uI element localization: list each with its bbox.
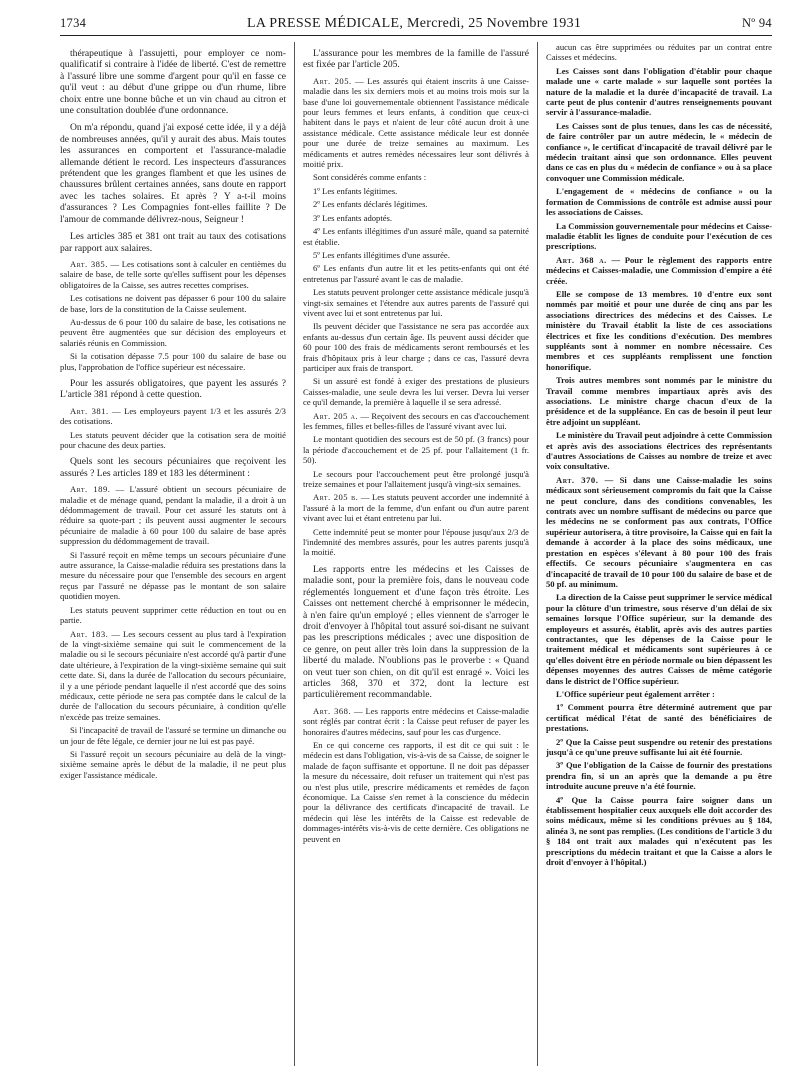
paragraph <box>546 255 772 286</box>
paragraph <box>546 121 772 183</box>
paragraph-text: L'Office supérieur peut également arrêter : <box>556 688 715 699</box>
paragraph <box>303 411 529 432</box>
article-reference: Art. 183. <box>70 628 109 639</box>
article-reference: Art. 368 a. <box>556 254 607 265</box>
paragraph <box>60 725 286 746</box>
paragraph <box>60 293 286 314</box>
paragraph-text: Si un assuré est fondé à exiger des prestations de plusieurs Caisses-maladie, une seule devra les lui verser. Devra lui verser ce qu'il demande, la première à laquelle il se sera adressé. <box>303 376 529 408</box>
paragraph <box>60 605 286 626</box>
paragraph <box>60 406 286 427</box>
paragraph-text: 5º Les enfants illégitimes d'une assurée. <box>313 249 450 260</box>
paragraph <box>303 564 529 701</box>
paragraph <box>303 706 529 737</box>
paragraph <box>60 629 286 723</box>
paragraph <box>303 199 529 209</box>
paragraph-text: Les statuts peuvent supprimer cette réduction en tout ou en partie. <box>60 604 286 626</box>
paragraph-text: — Les statuts peuvent accorder une indemnité à l'assuré à la mort de la femme, d'un enfant ou d'un autre parent vivant avec lui et étant entretenu par lui. <box>303 492 529 524</box>
paragraph <box>303 376 529 407</box>
paragraph-text: aucun cas être supprimées ou réduites par un contrat entre Caisses et médecins. <box>546 42 772 63</box>
paragraph <box>60 378 286 401</box>
paragraph <box>303 172 529 182</box>
paragraph <box>546 689 772 699</box>
paragraph <box>303 287 529 318</box>
paragraph-text: Trois autres membres sont nommés par le ministre du Travail comme membres impartiaux après avis des associations. Le ministre charge chacun d'eux de la présidence et de la suppléance. En cas de besoin il peut leur être adjoint un suppléant. <box>546 375 772 427</box>
paragraph <box>546 475 772 589</box>
paragraph <box>546 795 772 868</box>
paragraph-text: — Les secours cessent au plus tard à l'expiration de la vingt-sixième semaine qui suit le commencement de la maladie ou si le secours pécuniaire n'est accordé qu'à partir d'une date ultérieure, à l'expiration de la vingt-sixième semaine qui suit cette date. Si, dans la durée de l'allocation du secours pécuniaire, il y a une période pendant laquelle il n'est accordé que des soins médicaux, cette période ne sera pas comptée dans le calcul de la durée de l'allocation du secours pécuniaire, à condition qu'elle n'excède pas treize semaines. <box>60 628 286 722</box>
paragraph <box>546 221 772 252</box>
paragraph-text: Au-dessus de 6 pour 100 du salaire de base, les cotisations ne peuvent être augmentées que sur décision des employeurs et salariés réunis en Commission. <box>60 316 286 348</box>
paragraph-text: Les statuts peuvent décider que la cotisation sera de moitié pour chacune des deux parties. <box>60 429 286 450</box>
paragraph-text: 2º Que la Caisse peut suspendre ou retenir des prestations jusqu'à ce qu'une preuve suffisante lui ait été fournie. <box>546 736 772 757</box>
paragraph <box>60 259 286 290</box>
paragraph-text: Le ministère du Travail peut adjoindre à cette Commission et après avis des associations électrices des représentants d'autres Associations de Caisses au nombre de treize et avec voix consultative. <box>546 430 772 472</box>
paragraph-text: Quels sont les secours pécuniaires que reçoivent les assurés ? Les articles 189 et 183 les déterminent : <box>60 456 286 479</box>
paragraph <box>546 66 772 118</box>
paragraph <box>303 263 529 284</box>
paragraph <box>303 226 529 247</box>
paragraph <box>303 76 529 170</box>
paragraph-text: 1º Comment pourra être déterminé autrement que par certificat médical l'état de santé des bénéficiaires de prestations. <box>546 702 772 734</box>
paragraph-text: Ils peuvent décider que l'assistance ne sera pas accordée aux enfants au-dessus d'un certain âge. Ils peuvent aussi décider que 60 pour 100 des frais de médicaments seront remboursés et les frais d'hôpitaux pris à leur charge ; dans ce cas, l'assuré devra participer aux frais de transport. <box>303 321 529 373</box>
article-reference: Art. 385. <box>70 258 108 269</box>
paragraph <box>60 231 286 254</box>
page-header <box>60 16 772 36</box>
article-reference: Art. 205 a. <box>313 410 359 421</box>
paragraph <box>546 430 772 472</box>
paragraph-text: On m'a répondu, quand j'ai exposé cette idée, il y a déjà de nombreuses années, qu'il y aurait des abus. Mais toutes les assurances en comportent et l'assurance-maladie allemande détient le record. Les inspecteurs d'assurances prétendent que les granges flambent et que les usines de chaussures brûlent certaines années, sans doute en rapport avec les taches solaires. Et après ? Y a-t-il moins d'assurances ? Les Compagnies font-elles faillite ? De l'amour de commande délivrez-nous, Seigneur ! <box>60 122 286 225</box>
paragraph <box>303 527 529 558</box>
paragraph-text: — Les cotisations sont à calculer en centièmes du salaire de base, de telle sorte qu'elles suffisent pour les dépenses obligatoires de la Caisse, ses autres recettes comprises. <box>60 258 286 290</box>
paragraph-text: Elle se compose de 13 membres. 10 d'entre eux sont nommés par moitié et pour une durée de cinq ans par les associations directrices des médecins et des Caisses. Le ministère du Travail établit la liste de ces associations électrices et fixe les conditions d'exécution. Des membres suppléants sont à nommer en nombre nécessaire. Ces membres et ces suppléants remplissent une fonction honorifique. <box>546 288 772 372</box>
column-divider <box>294 42 295 1066</box>
paragraph-text: Les cotisations ne doivent pas dépasser 6 pour 100 du salaire de base, lors de la constitution de la Caisse seulement. <box>60 293 286 314</box>
article-reference: Art. 368. <box>313 705 352 716</box>
paragraph <box>60 550 286 602</box>
paragraph-text: Si la cotisation dépasse 7.5 pour 100 du salaire de base ou plus, l'approbation de l'office supérieur est nécessaire. <box>60 351 286 372</box>
paragraph-text: Pour les assurés obligatoires, que payent les assurés ? L'article 381 répond à cette question. <box>60 377 286 401</box>
article-reference: Art. 205 b. <box>313 492 359 503</box>
paragraph-text: La Commission gouvernementale pour médecins et Caisse-maladie établit les lignes de conduite pour l'exécution de ces prescriptions. <box>546 220 772 252</box>
paragraph <box>60 430 286 451</box>
paragraph <box>60 484 286 546</box>
paragraph-text: L'assurance pour les membres de la famille de l'assuré est fixée par l'article 205. <box>303 48 529 71</box>
column-middle <box>303 42 529 1066</box>
paragraph-text: Les articles 385 et 381 ont trait au taux des cotisations par rapport aux salaires. <box>60 231 286 254</box>
article-reference: Art. 370. <box>556 474 599 485</box>
paragraph-text: Cette indemnité peut se monter pour l'épouse jusqu'aux 2/3 de l'indemnité des membres assurés, pour les autres parents jusqu'à la moitié. <box>303 526 529 558</box>
paragraph <box>546 42 772 63</box>
paragraph-text: Les rapports entre les médecins et les Caisses de maladie sont, pour la première fois, dans le nouveau code réglementés longuement et d'une façon très étroite. Les Caisses ont nettement cherché à emprisonner le médecin, à n'en faire qu'un employé ; elles viennent de s'arroger le droit d'envoyer à l'hôpital tout assuré soi-disant ne suivant pas les prescriptions médicales ; avec une disposition de ce genre, on peut aller très loin dans la suppression de la liberté du malade. N'oublions pas le proverbe : « Quand on veut tuer son chien, on dit qu'il est enragé ». Voici les articles 368, 370 et 372, dont la lecture est particulièrement recommandable. <box>303 563 529 701</box>
paragraph-text: — Les assurés qui étaient inscrits à une Caisse-maladie dans les six derniers mois et au moins trois mois sur la base d'une loi gouvernementale obtiennent l'assistance médicale pour leurs femmes et leurs enfants, à condition que ceux-ci habitent dans le pays et n'aient de leur côté aucun droit à une assistance médicale. Cette assistance médicale leur est donnée pour une durée de treize semaines au maximum. Les médicaments et autres remèdes nécessaires leur sont délivrés à moitié prix. <box>303 75 529 170</box>
paragraph-text: La direction de la Caisse peut supprimer le service médical pour la clôture d'un trimestre, sous réserve d'un délai de six semaines lorsque l'Office supérieur, sur la demande des employeurs et assurés, établit, après avis des autres parties contractantes, que les dépenses de la Caisse pour le traitement médical et médicaments sont supérieures à ce qu'elles doivent être en période normale ou bien dépassent les dépenses moyennes des autres Caisses de même catégorie dans le district de l'Office supérieur. <box>546 592 772 686</box>
paragraph-text: 4º Les enfants illégitimes d'un assuré mâle, quand sa paternité est établie. <box>303 226 529 247</box>
journal-title: LA PRESSE MÉDICALE, Mercredi, 25 Novembre 1931 <box>246 16 582 31</box>
paragraph <box>546 186 772 217</box>
paragraph-text: Les statuts peuvent prolonger cette assistance médicale jusqu'à vingt-six semaines et l'étendre aux autres parents de l'assuré qui vivent avec lui et sont entretenus par lui. <box>303 287 529 318</box>
text-columns <box>60 42 772 1066</box>
paragraph <box>546 592 772 686</box>
article-reference: Art. 381. <box>70 405 109 416</box>
column-right <box>546 42 772 1066</box>
paragraph <box>546 289 772 372</box>
paragraph-text: Si l'assuré reçoit un secours pécuniaire au delà de la vingt-sixième semaine après le début de la maladie, il ne peut plus exiger l'assistance médicale. <box>60 748 286 780</box>
paragraph <box>303 321 529 373</box>
paragraph <box>303 740 529 844</box>
paragraph <box>303 469 529 490</box>
paragraph <box>303 492 529 523</box>
paragraph-text: — Si dans une Caisse-maladie les soins médicaux sont sérieusement compromis du fait que la Caisse ne peut conclure, dans des conditions convenables, les contrats avec un nombre suffisant de médecins ou parce que les médecins ne se conforment pas aux contrats, l'Office supérieur autorisera, à titre provisoire, la Caisse qui en fait la demande à accorder à la place des soins médicaux, une prestation en espèces s'élevant à 80 pour 100 des frais effectifs. Ce secours pécuniaire s'augmentera en cas d'incapacité de travail de 10 pour 100 du salaire de base et de 50 pf. au minimum. <box>546 474 772 589</box>
paragraph <box>60 48 286 116</box>
article-reference: Art. 189. <box>70 484 111 495</box>
paragraph <box>60 122 286 225</box>
paragraph <box>303 186 529 196</box>
paragraph-text: Sont considérés comme enfants : <box>313 172 427 183</box>
paragraph-text: Le montant quotidien des secours est de 50 pf. (3 francs) pour la période d'accouchement et de 25 pf. pour l'allaitement (1 fr. 50). <box>303 434 529 466</box>
paragraph <box>546 702 772 733</box>
paragraph-text: — Les rapports entre médecins et Caisse-maladie sont réglés par contrat écrit : la Caisse peut refuser de payer les honoraires d'autres médecins, sauf pour les cas d'urgence. <box>303 705 529 737</box>
paragraph-text: thérapeutique à l'assujetti, pour employer ce nom-qualificatif si contraire à l'idée de liberté. C'est de remettre à l'assuré libre une somme d'argent pour qu'il en fasse ce qu'il veut : au début d'une grippe ou d'un rhume, libre choix entre une bonne bûche et un vin chaud au citron et une consultation doublée d'une ordonnance. <box>60 48 286 117</box>
paragraph-text: L'engagement de « médecins de confiance » ou la formation de Commissions de contrôle est admise aussi pour les associations de Caisses. <box>546 186 772 218</box>
paragraph-text: — L'assuré obtient un secours pécuniaire de maladie et de ménage quand, pendant la maladie, il a droit à un dédommagement de travail. Pour cet assuré les statuts ont à réduire sa quote-part ; ils peuvent aussi augmenter le secours pécuniaire de maladie à 60 pour 100 du salaire de base après suppression du dédommagement de travail. <box>60 484 286 547</box>
paragraph-text: 3º Que l'obligation de la Caisse de fournir des prestations prendra fin, si un an après que la demande a pu être introduite aucune preuve n'a été fournie. <box>546 760 772 792</box>
paragraph-text: 6º Les enfants d'un autre lit et les petits-enfants qui ont été entretenus par l'assuré avant le cas de maladie. <box>303 263 529 284</box>
column-left <box>60 42 286 1066</box>
paragraph <box>546 760 772 791</box>
paragraph <box>60 351 286 372</box>
paragraph-text: 2º Les enfants déclarés légitimes. <box>313 199 428 210</box>
newspaper-page <box>60 16 772 1066</box>
paragraph <box>60 317 286 348</box>
issue-number: Nº 94 <box>741 16 772 30</box>
paragraph <box>546 375 772 427</box>
paragraph <box>303 250 529 260</box>
paragraph-text: Si l'incapacité de travail de l'assuré se termine un dimanche ou un jour de fête légale, ce dernier jour ne lui est pas payé. <box>60 725 286 746</box>
paragraph-text: — Reçoivent des secours en cas d'accouchement les femmes, filles et belles-filles de l'assuré vivant avec lui. <box>303 410 529 431</box>
paragraph-text: Les Caisses sont dans l'obligation d'établir pour chaque malade une « carte malade » sur laquelle sont portées la nature de la maladie et la durée d'incapacité de travail. La carte peut de plus contenir d'autres renseignements pouvant servir à l'assurance-maladie. <box>546 65 772 118</box>
paragraph <box>303 48 529 71</box>
paragraph <box>60 456 286 479</box>
paragraph-text: 3º Les enfants adoptés. <box>313 212 393 223</box>
paragraph-text: 1º Les enfants légitimes. <box>313 185 398 196</box>
page-number: 1734 <box>60 16 87 30</box>
paragraph-text: — Les employeurs payent 1/3 et les assurés 2/3 des cotisations. <box>60 405 286 427</box>
column-divider <box>537 42 538 1066</box>
paragraph <box>303 434 529 465</box>
paragraph <box>303 213 529 223</box>
paragraph-text: En ce qui concerne ces rapports, il est dit ce qui suit : le médecin est dans l'obligation, vis-à-vis de sa Caisse, de soigner le malade de façon suffisante et opportune. Il ne doit pas dépasser la mesure du nécessaire, doit refuser un traitement qui n'est pas ou n'est plus utile, prescrire médicaments et remèdes de façon économique. La Caisse s'en remet à la conscience du médecin pour la délivrance des certificats d'incapacité de travail. Le médecin qui lèse les intérêts de la Caisse est redevable de dommages-intérêts vis-à-vis de cette dernière. Ces obligations ne peuvent en <box>303 739 529 844</box>
paragraph-text: — Pour le règlement des rapports entre médecins et Caisses-maladie, une Commission d'empire a été créée. <box>546 254 772 286</box>
paragraph-text: Si l'assuré reçoit en même temps un secours pécuniaire d'une autre assurance, la Caisse-maladie réduira ses prestations dans la mesure du nécessaire pour que l'ensemble des secours en argent reçus par l'assuré ne dépasse pas le montant de son salaire quotidien moyen. <box>60 549 286 602</box>
paragraph-text: Le secours pour l'accouchement peut être prolongé jusqu'à treize semaines et pour l'allaitement jusqu'à vingt-six semaines. <box>303 468 529 490</box>
article-reference: Art. 205. <box>313 75 352 86</box>
paragraph <box>60 749 286 780</box>
paragraph <box>546 737 772 758</box>
paragraph-text: Les Caisses sont de plus tenues, dans les cas de nécessité, de faire contrôler par un autre médecin, le « médecin de confiance », le certificat d'incapacité de travail délivré par le médecin traitant ainsi que son ordonnance. Elles peuvent dans ce cas en plus du « médecin de confiance » ou à sa place convoquer une Commission médicale. <box>546 120 772 183</box>
paragraph-text: 4º Que la Caisse pourra faire soigner dans un établissement hospitalier ceux auxquels elle doit accorder des soins médicaux, même si les conditions prévues au § 184, alinéa 3, ne sont pas remplies. (Les conditions de l'article 3 du § 184 ont trait aux malades qui n'exécutent pas les prescriptions du médecin traitant et que la Caisse a alors le droit d'envoyer à l'hôpital.) <box>546 794 772 868</box>
